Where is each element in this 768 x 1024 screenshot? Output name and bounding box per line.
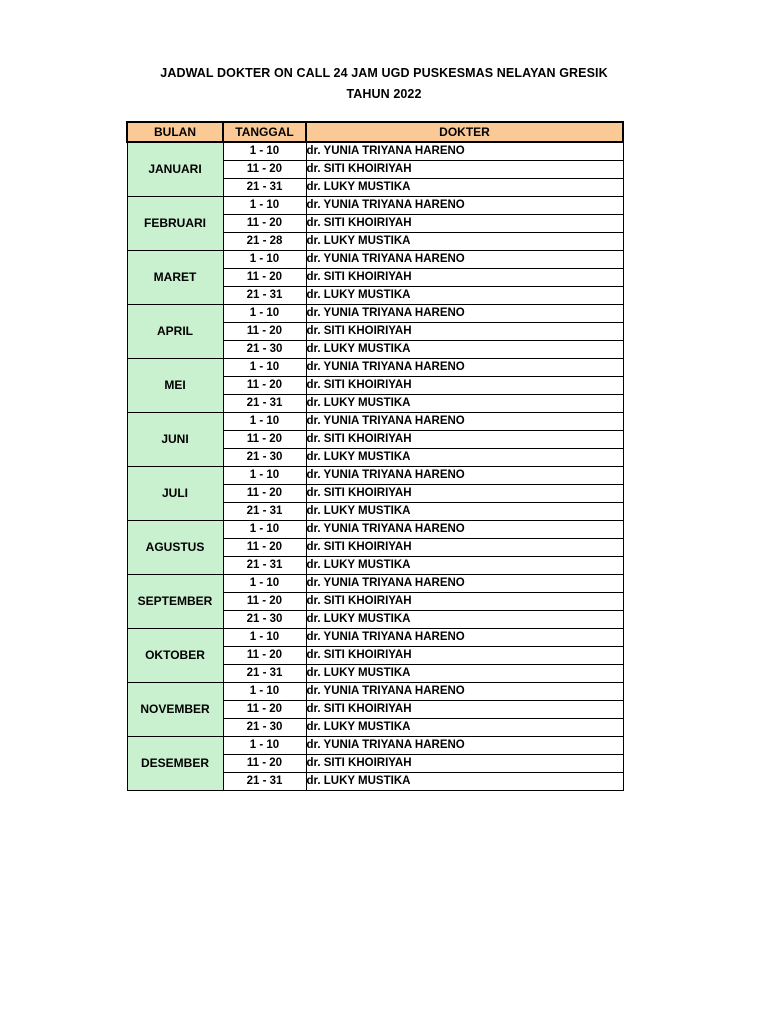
table-row <box>127 683 623 701</box>
date-range-cell: 11 - 20 <box>223 377 306 395</box>
month-cell: NOVEMBER <box>127 683 223 737</box>
doctor-cell: dr. SITI KHOIRIYAH <box>306 323 623 341</box>
table-row <box>127 359 623 377</box>
date-range-cell: 21 - 30 <box>223 341 306 359</box>
doctor-cell: dr. SITI KHOIRIYAH <box>306 377 623 395</box>
header-dokter: DOKTER <box>306 122 623 142</box>
doctor-cell: dr. LUKY MUSTIKA <box>306 287 623 305</box>
doctor-cell: dr. SITI KHOIRIYAH <box>306 161 623 179</box>
page-subtitle-year: TAHUN 2022 <box>346 87 422 101</box>
doctor-cell: dr. LUKY MUSTIKA <box>306 395 623 413</box>
date-range-cell: 21 - 30 <box>223 719 306 737</box>
date-range-cell: 11 - 20 <box>223 647 306 665</box>
date-range-cell: 21 - 31 <box>223 179 306 197</box>
doctor-cell: dr. LUKY MUSTIKA <box>306 503 623 521</box>
date-range-cell: 21 - 31 <box>223 503 306 521</box>
date-range-cell: 11 - 20 <box>223 539 306 557</box>
date-range-cell: 1 - 10 <box>223 251 306 269</box>
doctor-cell: dr. YUNIA TRIYANA HARENO <box>306 575 623 593</box>
doctor-cell: dr. YUNIA TRIYANA HARENO <box>306 359 623 377</box>
doctor-cell: dr. YUNIA TRIYANA HARENO <box>306 683 623 701</box>
date-range-cell: 1 - 10 <box>223 575 306 593</box>
month-cell: JANUARI <box>127 142 223 197</box>
date-range-cell: 21 - 31 <box>223 287 306 305</box>
month-cell: JULI <box>127 467 223 521</box>
table-row <box>127 521 623 539</box>
doctor-cell: dr. YUNIA TRIYANA HARENO <box>306 467 623 485</box>
table-row <box>127 142 623 161</box>
doctor-cell: dr. YUNIA TRIYANA HARENO <box>306 629 623 647</box>
table-row <box>127 413 623 431</box>
doctor-cell: dr. SITI KHOIRIYAH <box>306 215 623 233</box>
date-range-cell: 11 - 20 <box>223 701 306 719</box>
date-range-cell: 11 - 20 <box>223 431 306 449</box>
date-range-cell: 21 - 31 <box>223 557 306 575</box>
date-range-cell: 1 - 10 <box>223 413 306 431</box>
doctor-cell: dr. YUNIA TRIYANA HARENO <box>306 142 623 161</box>
doctor-cell: dr. LUKY MUSTIKA <box>306 719 623 737</box>
date-range-cell: 21 - 31 <box>223 773 306 791</box>
date-range-cell: 21 - 28 <box>223 233 306 251</box>
doctor-cell: dr. SITI KHOIRIYAH <box>306 269 623 287</box>
date-range-cell: 1 - 10 <box>223 737 306 755</box>
date-range-cell: 21 - 30 <box>223 449 306 467</box>
doctor-cell: dr. LUKY MUSTIKA <box>306 557 623 575</box>
doctor-cell: dr. LUKY MUSTIKA <box>306 179 623 197</box>
month-cell: DESEMBER <box>127 737 223 791</box>
date-range-cell: 1 - 10 <box>223 629 306 647</box>
doctor-cell: dr. LUKY MUSTIKA <box>306 233 623 251</box>
schedule-body <box>127 142 623 791</box>
date-range-cell: 11 - 20 <box>223 755 306 773</box>
date-range-cell: 11 - 20 <box>223 323 306 341</box>
date-range-cell: 21 - 30 <box>223 611 306 629</box>
doctor-cell: dr. LUKY MUSTIKA <box>306 665 623 683</box>
doctor-cell: dr. YUNIA TRIYANA HARENO <box>306 251 623 269</box>
date-range-cell: 1 - 10 <box>223 467 306 485</box>
date-range-cell: 11 - 20 <box>223 269 306 287</box>
date-range-cell: 1 - 10 <box>223 305 306 323</box>
table-row <box>127 575 623 593</box>
schedule-table <box>126 121 624 791</box>
page-title: JADWAL DOKTER ON CALL 24 JAM UGD PUSKESMAS NELAYAN GRESIK <box>160 66 608 80</box>
doctor-cell: dr. SITI KHOIRIYAH <box>306 593 623 611</box>
month-cell: MEI <box>127 359 223 413</box>
doctor-cell: dr. YUNIA TRIYANA HARENO <box>306 305 623 323</box>
table-row <box>127 251 623 269</box>
doctor-cell: dr. SITI KHOIRIYAH <box>306 755 623 773</box>
date-range-cell: 1 - 10 <box>223 683 306 701</box>
date-range-cell: 21 - 31 <box>223 395 306 413</box>
month-cell: FEBRUARI <box>127 197 223 251</box>
month-cell: JUNI <box>127 413 223 467</box>
date-range-cell: 1 - 10 <box>223 521 306 539</box>
doctor-cell: dr. SITI KHOIRIYAH <box>306 485 623 503</box>
date-range-cell: 11 - 20 <box>223 215 306 233</box>
date-range-cell: 21 - 31 <box>223 665 306 683</box>
doctor-cell: dr. LUKY MUSTIKA <box>306 449 623 467</box>
header-tanggal: TANGGAL <box>223 122 306 142</box>
month-cell: SEPTEMBER <box>127 575 223 629</box>
date-range-cell: 1 - 10 <box>223 197 306 215</box>
table-row <box>127 467 623 485</box>
header-bulan: BULAN <box>127 122 223 142</box>
date-range-cell: 1 - 10 <box>223 359 306 377</box>
date-range-cell: 11 - 20 <box>223 161 306 179</box>
table-row <box>127 305 623 323</box>
doctor-cell: dr. SITI KHOIRIYAH <box>306 701 623 719</box>
doctor-cell: dr. YUNIA TRIYANA HARENO <box>306 737 623 755</box>
table-row <box>127 629 623 647</box>
table-row <box>127 737 623 755</box>
month-cell: APRIL <box>127 305 223 359</box>
month-cell: OKTOBER <box>127 629 223 683</box>
doctor-cell: dr. LUKY MUSTIKA <box>306 773 623 791</box>
doctor-cell: dr. SITI KHOIRIYAH <box>306 431 623 449</box>
doctor-cell: dr. LUKY MUSTIKA <box>306 341 623 359</box>
doctor-cell: dr. YUNIA TRIYANA HARENO <box>306 197 623 215</box>
date-range-cell: 1 - 10 <box>223 142 306 161</box>
doctor-cell: dr. YUNIA TRIYANA HARENO <box>306 413 623 431</box>
table-row <box>127 197 623 215</box>
month-cell: AGUSTUS <box>127 521 223 575</box>
doctor-cell: dr. YUNIA TRIYANA HARENO <box>306 521 623 539</box>
header-row <box>127 122 623 142</box>
date-range-cell: 11 - 20 <box>223 593 306 611</box>
doctor-cell: dr. LUKY MUSTIKA <box>306 611 623 629</box>
month-cell: MARET <box>127 251 223 305</box>
doctor-cell: dr. SITI KHOIRIYAH <box>306 539 623 557</box>
date-range-cell: 11 - 20 <box>223 485 306 503</box>
doctor-cell: dr. SITI KHOIRIYAH <box>306 647 623 665</box>
